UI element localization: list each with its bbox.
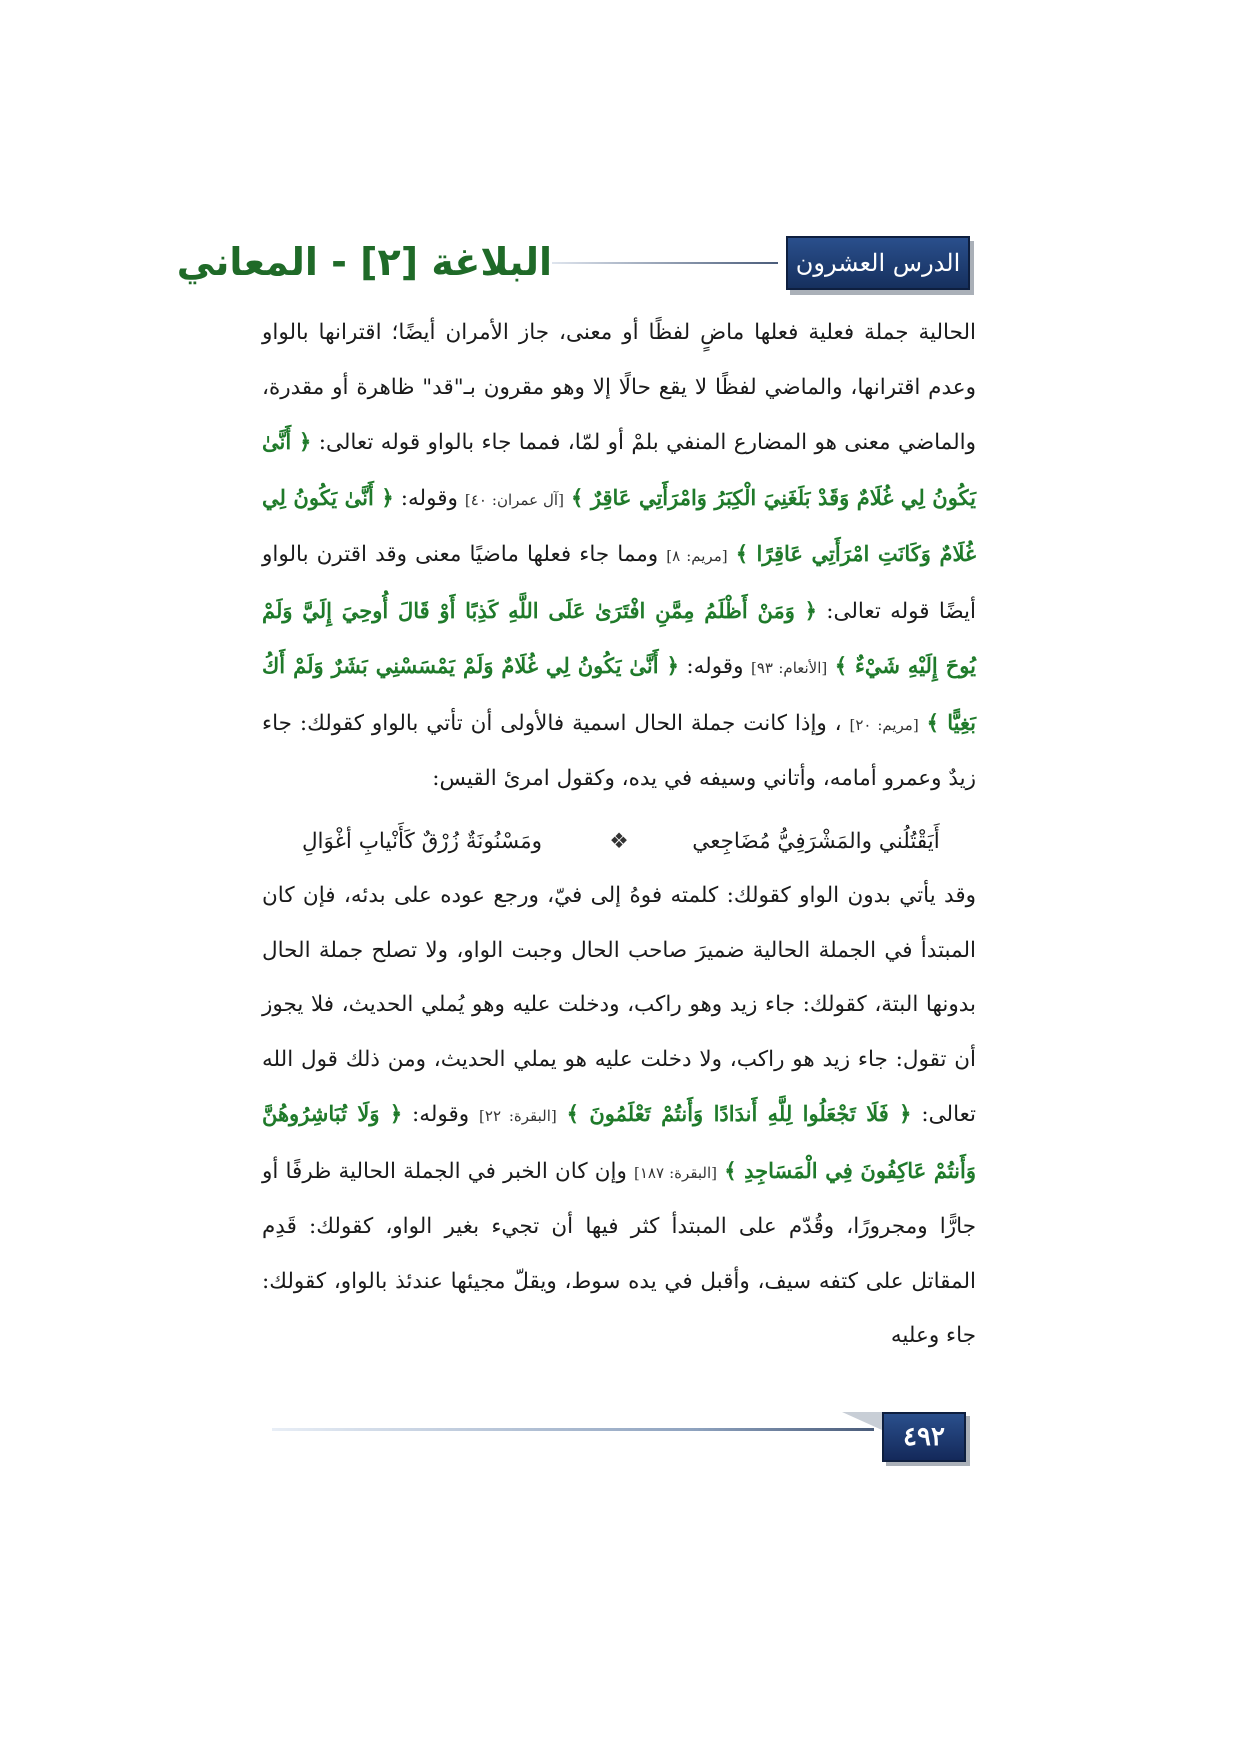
verse-first-hemistich: أَيَقْتُلُني والمَشْرَفِيُّ مُضَاجِعي xyxy=(692,828,940,854)
verse-reference: [مريم: ٢٠] xyxy=(849,715,919,734)
footer-rule xyxy=(272,1428,874,1431)
text: وقوله: xyxy=(686,654,744,679)
quran-verse: ﴿ وَمَنْ أَظْلَمُ مِمَّنِ افْتَرَىٰ عَلَى اللَّهِ كَذِبًا أَوْ قَالَ أُوحِيَ إِلَيَّ وَلَمْ يُوحَ إِلَيْهِ شَيْءٌ ﴾ xyxy=(262,597,976,678)
quran-verse: ﴿ أَنَّىٰ يَكُونُ لِي غُلَامٌ وَلَمْ يَمْسَسْنِي بَشَرٌ وَلَمْ أَكُ بَغِيًّا ﴾ xyxy=(262,653,976,735)
verse-reference: [مريم: ٨] xyxy=(666,547,728,565)
text: ومما جاء فعلها ماضيًا معنى وقد اقترن بالواو أيضًا قوله تعالى: xyxy=(262,542,976,624)
text: وإن كان الخبر في الجملة الحالية ظرفًا أو جارًّا ومجرورًا، وقُدّم على المبتدأ كثر فيها أن تجيء بغير الواو، كقولك: قَدِم المقاتل على كتفه سيف، وأقبل في يده سوط، ويقلّ مجيئها عندئذ بالواو، كقولك: جاء وعليه xyxy=(262,1158,976,1348)
quran-verse: ﴿ وَلَا تُبَاشِرُوهُنَّ وَأَنتُمْ عَاكِفُونَ فِي الْمَسَاجِدِ ﴾ xyxy=(262,1101,976,1183)
page-body xyxy=(262,306,976,1364)
text: وقد يأتي بدون الواو كقولك: كلمته فوهُ إلى فيّ، ورجع عوده على بدئه، فإن كان المبتدأ في الجملة الحالية ضميرَ صاحب الحال وجبت الواو، ولا تصلح جملة الحال بدونها البتة، كقولك: جاء زيد وهو راكب، ودخلت عليه وهو يُملي الحديث، فلا يجوز أن تقول: جاء زيد هو راكب، ولا دخلت عليه هو يملي الحديث، ومن ذلك قول الله تعالى: xyxy=(262,883,976,1127)
quran-verse: ﴿ فَلَا تَجْعَلُوا لِلَّهِ أَندَادًا وَأَنتُمْ تَعْلَمُونَ ﴾ xyxy=(566,1101,912,1126)
quran-verse: ﴿ أَنَّىٰ يَكُونُ لِي غُلَامٌ وَقَدْ بَلَغَنِيَ الْكِبَرُ وَامْرَأَتِي عَاقِرٌ ﴾ xyxy=(262,429,976,510)
text: ، وإذا كانت جملة الحال اسمية فالأولى أن تأتي بالواو كقولك: جاء زيدٌ وعمرو أمامه، وأتاني وسيفه في يده، وكقول امرئ القيس: xyxy=(262,710,976,791)
paragraph-1 xyxy=(262,306,976,807)
header-rule xyxy=(552,262,778,264)
verse-reference: [آل عمران: ٤٠] xyxy=(464,490,564,509)
verse-second-hemistich: ومَسْنُونَةٌ زُرْقٌ كَأَنْيابِ أغْوَالِ xyxy=(301,828,543,854)
lesson-badge: الدرس العشرون xyxy=(786,236,970,290)
text: وقوله: xyxy=(412,1102,470,1127)
verse-reference: [الأنعام: ٩٣] xyxy=(750,659,828,677)
page-number: ٤٩٢ xyxy=(882,1412,966,1462)
verse-separator-icon: ❖ xyxy=(609,828,629,854)
paragraph-2 xyxy=(262,869,976,1364)
book-title: البلاغة [٢] - المعاني xyxy=(176,240,552,284)
poetry-verse xyxy=(262,807,976,870)
verse-reference: [البقرة: ٢٢] xyxy=(479,1107,557,1125)
page-header xyxy=(0,0,1240,300)
text: الحالية جملة فعلية فعلها ماضٍ لفظًا أو معنى، جاز الأمران أيضًا؛ اقترانها بالواو وعدم اقترانها، والماضي لفظًا لا يقع حالًا إلا وهو مقرون بـ"قد" ظاهرة أو مقدرة، والماضي معنى هو المضارع المنفي بلمْ أو لمّا، فمما جاء بالواو قوله تعالى: xyxy=(262,320,977,455)
footer-ornament xyxy=(842,1412,882,1430)
page-footer xyxy=(0,1400,1240,1480)
verse-reference: [البقرة: ١٨٧] xyxy=(634,1163,718,1182)
quran-verse: ﴿ أَنَّىٰ يَكُونُ لِي غُلَامٌ وَكَانَتِ امْرَأَتِي عَاقِرًا ﴾ xyxy=(262,484,976,566)
text: وقوله: xyxy=(400,485,458,511)
